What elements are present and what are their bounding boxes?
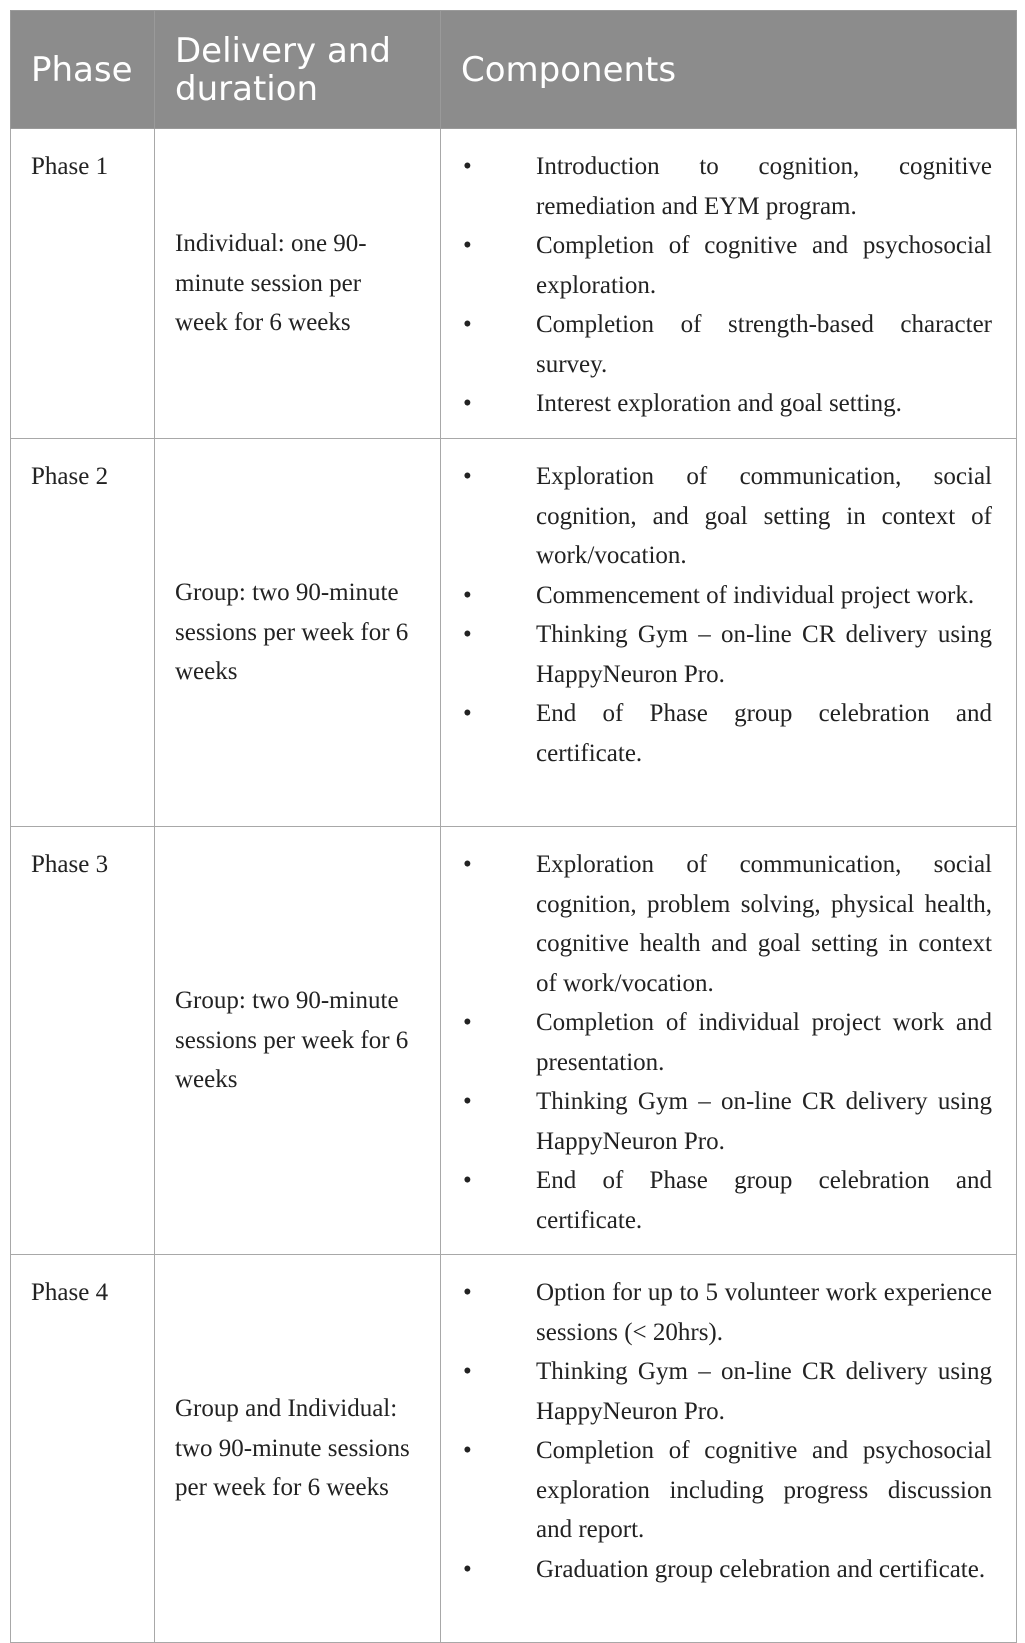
table-row <box>11 1255 1017 1643</box>
component-text: Option for up to 5 volunteer work experience sessions (< 20hrs). <box>536 1279 992 1346</box>
bullet-icon: • <box>463 390 472 417</box>
component-item <box>461 305 992 384</box>
table-row <box>11 827 1017 1255</box>
component-item <box>461 1550 992 1590</box>
bullet-icon: • <box>463 581 472 609</box>
component-text: Completion of strength-based character survey. <box>536 311 992 378</box>
component-text: Thinking Gym – on-line CR delivery using HappyNeuron Pro. <box>536 1358 992 1425</box>
table-header <box>11 11 1017 129</box>
bullet-icon: • <box>463 1555 472 1583</box>
phases-table-container <box>10 10 1016 1643</box>
component-item <box>461 1082 992 1161</box>
phases-table <box>10 10 1017 1643</box>
component-item <box>461 694 992 773</box>
component-item <box>461 226 992 305</box>
component-text: Graduation group celebration and certificate. <box>536 1555 986 1583</box>
component-text: Exploration of communication, social cognition, and goal setting in context of work/vocation. <box>536 463 992 569</box>
component-item <box>461 1161 992 1240</box>
phase-cell: Phase 3 <box>11 827 155 1255</box>
bullet-icon: • <box>463 1279 472 1306</box>
delivery-cell: Group: two 90-minute sessions per week for 6 weeks <box>155 827 441 1255</box>
components-list <box>461 845 992 1240</box>
component-item <box>461 1431 992 1550</box>
table-body <box>11 129 1017 1643</box>
component-item <box>461 1273 992 1352</box>
bullet-icon: • <box>463 1088 472 1115</box>
header-row <box>11 11 1017 129</box>
components-cell <box>441 439 1017 827</box>
table-row <box>11 129 1017 439</box>
component-text: Interest exploration and goal setting. <box>536 390 902 417</box>
components-cell <box>441 1255 1017 1643</box>
component-item <box>461 576 992 616</box>
header-delivery: Delivery and duration <box>155 11 441 129</box>
component-item <box>461 1003 992 1082</box>
component-text: Exploration of communication, social cognition, problem solving, physical health, cognitive health and goal setting in context of work/vocation. <box>536 851 992 997</box>
component-item <box>461 384 992 424</box>
bullet-icon: • <box>463 621 472 648</box>
delivery-cell: Individual: one 90-minute session per week for 6 weeks <box>155 129 441 439</box>
delivery-cell: Group: two 90-minute sessions per week for 6 weeks <box>155 439 441 827</box>
components-list <box>461 147 992 424</box>
component-item <box>461 1352 992 1431</box>
phase-cell: Phase 1 <box>11 129 155 439</box>
table-row <box>11 439 1017 827</box>
components-list <box>461 457 992 773</box>
component-text: End of Phase group celebration and certificate. <box>536 700 992 767</box>
component-text: Thinking Gym – on-line CR delivery using HappyNeuron Pro. <box>536 621 992 688</box>
header-components: Components <box>441 11 1017 129</box>
bullet-icon: • <box>463 1167 472 1194</box>
component-text: Commencement of individual project work. <box>536 581 975 609</box>
component-text: Completion of individual project work and presentation. <box>536 1009 992 1076</box>
component-item <box>461 457 992 576</box>
bullet-icon: • <box>463 700 472 727</box>
component-text: Completion of cognitive and psychosocial exploration including progress discussion and report. <box>536 1437 992 1543</box>
delivery-cell: Group and Individual: two 90-minute sessions per week for 6 weeks <box>155 1255 441 1643</box>
bullet-icon: • <box>463 153 472 180</box>
component-text: Introduction to cognition, cognitive remediation and EYM program. <box>536 153 992 220</box>
bullet-icon: • <box>463 851 472 878</box>
bullet-icon: • <box>463 232 472 259</box>
phase-cell: Phase 2 <box>11 439 155 827</box>
component-text: Completion of cognitive and psychosocial exploration. <box>536 232 992 299</box>
bullet-icon: • <box>463 1358 472 1385</box>
bullet-icon: • <box>463 1009 472 1036</box>
components-list <box>461 1273 992 1589</box>
component-item <box>461 845 992 1003</box>
components-cell <box>441 827 1017 1255</box>
component-text: Thinking Gym – on-line CR delivery using HappyNeuron Pro. <box>536 1088 992 1155</box>
bullet-icon: • <box>463 463 472 490</box>
phase-cell: Phase 4 <box>11 1255 155 1643</box>
component-item <box>461 147 992 226</box>
component-item <box>461 615 992 694</box>
component-text: End of Phase group celebration and certificate. <box>536 1167 992 1234</box>
header-phase: Phase <box>11 11 155 129</box>
bullet-icon: • <box>463 1437 472 1464</box>
components-cell <box>441 129 1017 439</box>
bullet-icon: • <box>463 311 472 338</box>
